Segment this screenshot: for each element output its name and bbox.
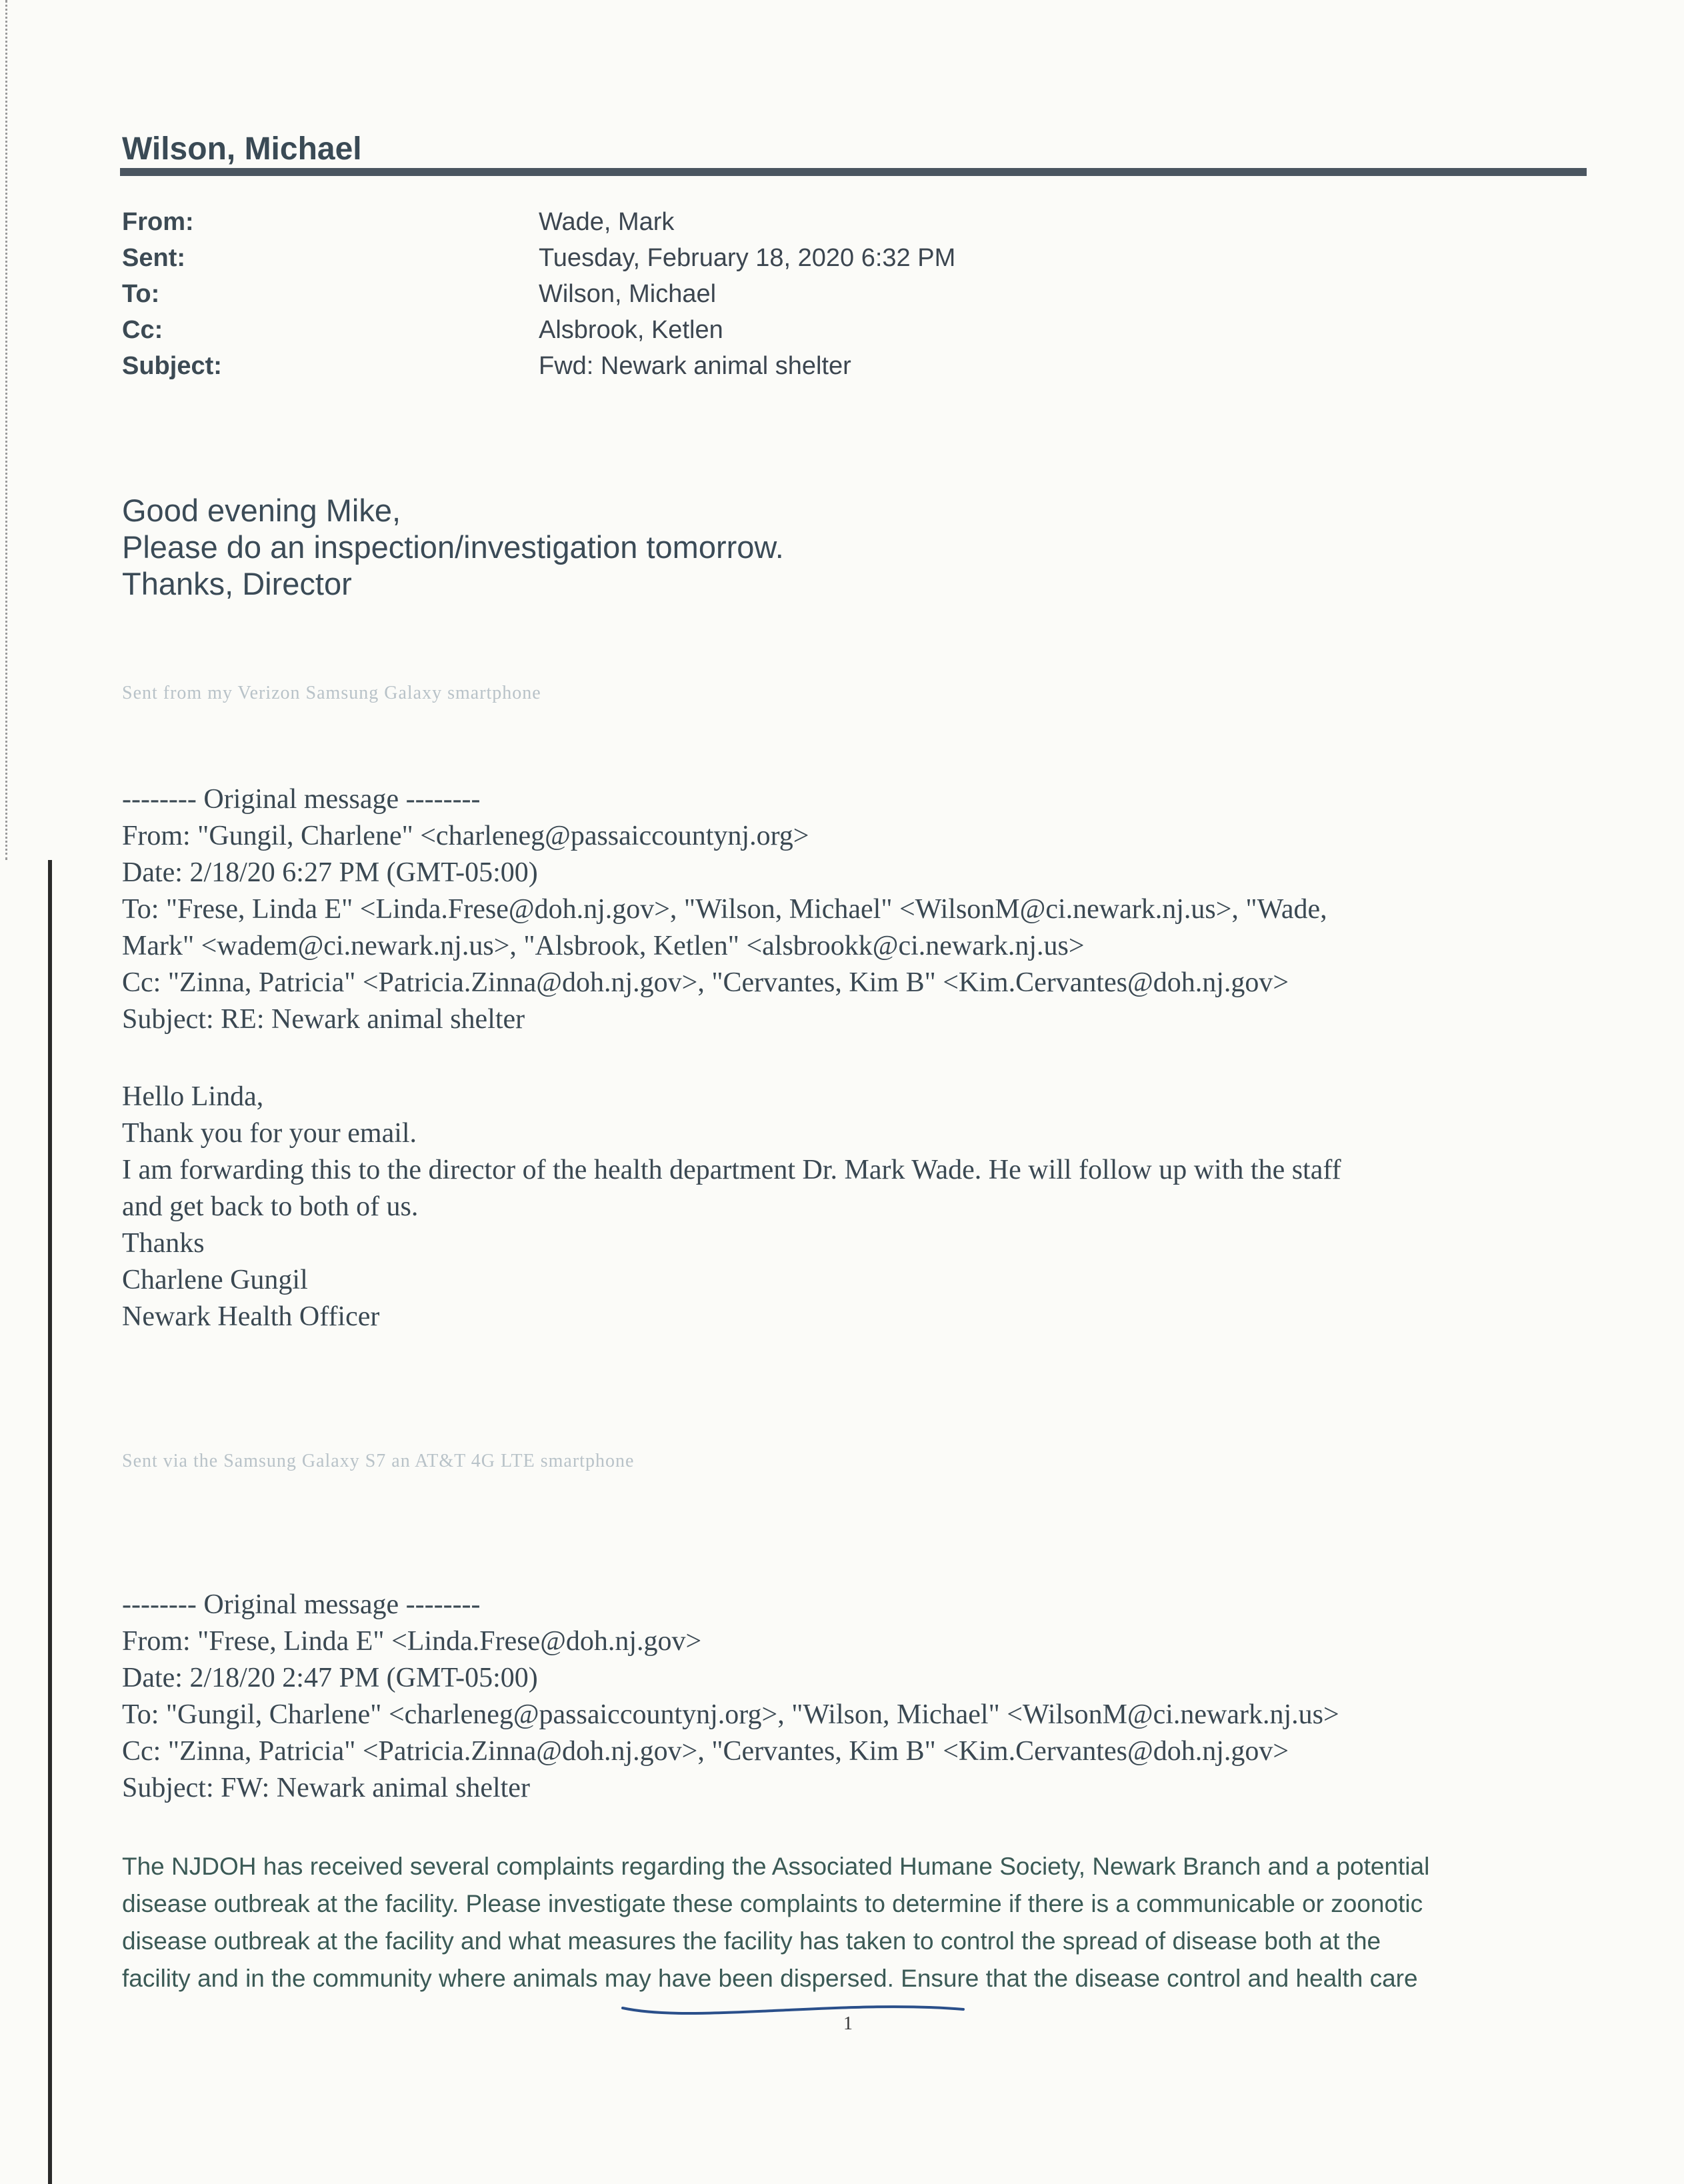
mailbox-owner-name: Wilson, Michael	[122, 131, 362, 167]
message-body-line: facility and in the community where animals may have been dispersed. Ensure that the disease control and health care	[122, 1965, 1418, 1992]
message-body-line: I am forwarding this to the director of the health department Dr. Mark Wade. He will follow up with the staff	[122, 1155, 1341, 1185]
forwarded-body-1	[122, 1079, 1341, 1335]
header-label-to: To:	[122, 280, 160, 308]
greeting-block	[122, 492, 784, 602]
header-value-cc: Alsbrook, Ketlen	[539, 316, 723, 344]
header-label-from: From:	[122, 208, 194, 236]
message-body-line: Thank you for your email.	[122, 1118, 417, 1149]
message-body-line: Newark Health Officer	[122, 1301, 380, 1332]
forwarded-header-line: -------- Original message --------	[122, 1589, 481, 1620]
forwarded-header-line: -------- Original message --------	[122, 784, 481, 815]
forwarded-header-line: From: "Gungil, Charlene" <charleneg@passaiccountynj.org>	[122, 821, 809, 851]
message-body-line: Hello Linda,	[122, 1081, 264, 1112]
message-body-line: The NJDOH has received several complaints regarding the Associated Humane Society, Newark Branch and a potential	[122, 1853, 1430, 1880]
forwarded-header-line: Cc: "Zinna, Patricia" <Patricia.Zinna@doh.nj.gov>, "Cervantes, Kim B" <Kim.Cervantes@doh.nj.gov>	[122, 1736, 1289, 1767]
header-label-cc: Cc:	[122, 316, 163, 344]
greeting-line: Thanks, Director	[122, 566, 352, 601]
forwarded-body-2	[122, 1848, 1629, 1997]
page-number: 1	[843, 2013, 853, 2034]
mobile-signature: Sent from my Verizon Samsung Galaxy smartphone	[122, 683, 541, 703]
forwarded-header-line: Date: 2/18/20 6:27 PM (GMT-05:00)	[122, 857, 538, 888]
forwarded-header-line: Cc: "Zinna, Patricia" <Patricia.Zinna@doh.nj.gov>, "Cervantes, Kim B" <Kim.Cervantes@doh.nj.gov>	[122, 967, 1289, 998]
forwarded-header-line: Subject: FW: Newark animal shelter	[122, 1773, 530, 1803]
mobile-signature: Sent via the Samsung Galaxy S7 an AT&T 4G LTE smartphone	[122, 1451, 635, 1471]
header-label-sent: Sent:	[122, 244, 185, 272]
forwarded-header-2	[122, 1587, 1339, 1807]
greeting-line: Good evening Mike,	[122, 493, 401, 528]
message-body-line: Charlene Gungil	[122, 1265, 308, 1295]
scan-edge-dots	[5, 0, 9, 860]
header-rule	[120, 168, 1587, 176]
header-value-to: Wilson, Michael	[539, 280, 717, 308]
scan-edge-line	[48, 860, 52, 2184]
forwarded-header-line: To: "Gungil, Charlene" <charleneg@passaiccountynj.org>, "Wilson, Michael" <WilsonM@ci.newark.nj.us>	[122, 1699, 1339, 1730]
header-label-subject: Subject:	[122, 352, 222, 380]
header-value-from: Wade, Mark	[539, 208, 675, 236]
message-body-line: disease outbreak at the facility and what measures the facility has taken to control the spread of disease both at the	[122, 1927, 1381, 1955]
forwarded-header-line: To: "Frese, Linda E" <Linda.Frese@doh.nj.gov>, "Wilson, Michael" <WilsonM@ci.newark.nj.us>, "Wade,	[122, 894, 1327, 925]
greeting-line: Please do an inspection/investigation tomorrow.	[122, 529, 784, 565]
forwarded-header-line: Mark" <wadem@ci.newark.nj.us>, "Alsbrook, Ketlen" <alsbrookk@ci.newark.nj.us>	[122, 931, 1085, 961]
message-body-line: and get back to both of us.	[122, 1191, 419, 1222]
message-body-line: Thanks	[122, 1228, 205, 1259]
forwarded-header-line: Subject: RE: Newark animal shelter	[122, 1004, 525, 1035]
header-value-subject: Fwd: Newark animal shelter	[539, 352, 851, 380]
forwarded-header-line: Date: 2/18/20 2:47 PM (GMT-05:00)	[122, 1663, 538, 1693]
message-body-line: disease outbreak at the facility. Please investigate these complaints to determine if there is a communicable or zoonotic	[122, 1890, 1423, 1917]
header-value-sent: Tuesday, February 18, 2020 6:32 PM	[539, 244, 956, 272]
pen-underline-mark	[620, 1993, 967, 2020]
forwarded-header-line: From: "Frese, Linda E" <Linda.Frese@doh.nj.gov>	[122, 1626, 702, 1657]
forwarded-header-1	[122, 781, 1327, 1038]
